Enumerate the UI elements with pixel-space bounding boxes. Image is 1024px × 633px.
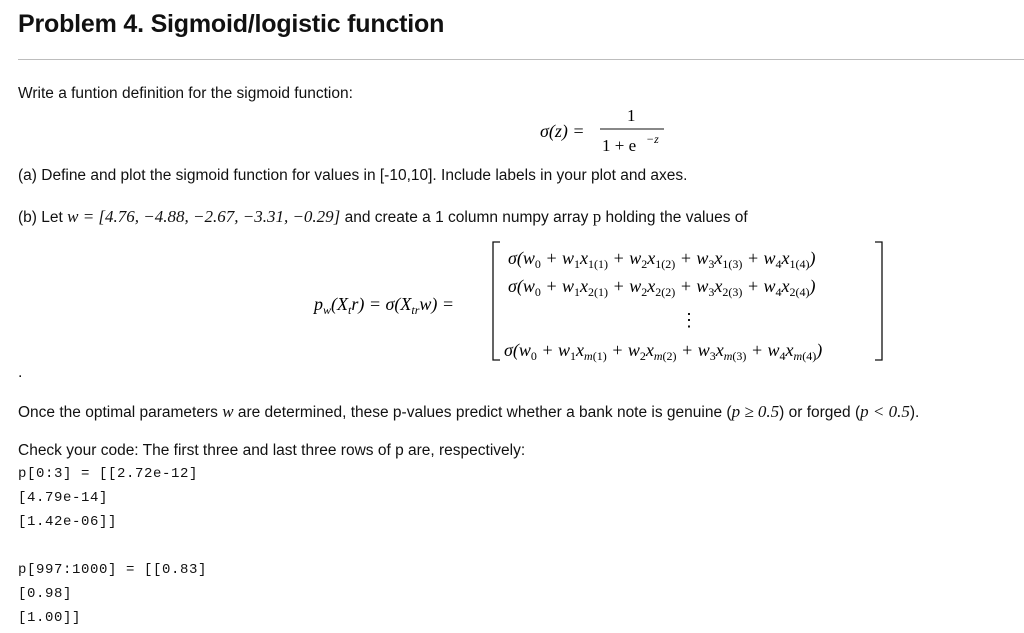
part-b-suffix: holding the values of bbox=[601, 209, 748, 226]
forged-condition: p < 0.5 bbox=[860, 402, 910, 421]
part-b-text bbox=[18, 207, 748, 227]
code-line: [1.42e-06]] bbox=[18, 514, 118, 530]
page-title: Problem 4. Sigmoid/logistic function bbox=[18, 10, 445, 38]
sigmoid-exponent: −z bbox=[646, 132, 659, 146]
matrix-vdots: ⋮ bbox=[680, 310, 698, 330]
matrix-row-1: $\sigma(w_0 + w_1x_{1(1)} + w_2x_{1(2)} + w_3x_{1(3)} + w_4x_{1(4)})$ bbox=[508, 248, 816, 271]
matrix-row-m: $\sigma(w_0 + w_1x_m(1) + w_2x_m(2) + w_3x_m(3) + w_4x_m(4))$ bbox=[504, 340, 823, 363]
code-line: p[0:3] = [[2.72e-12] bbox=[18, 466, 199, 482]
bullet-dot: . bbox=[18, 364, 23, 381]
w-vector: w = [4.76, −4.88, −2.67, −3.31, −0.29] bbox=[67, 207, 341, 226]
determined-text: Once the optimal parameters w are determined, these p-values predict whether a bank note is genuine (p ≥ 0.5) or forged (p < 0.5). bbox=[18, 402, 920, 421]
w-symbol: w bbox=[222, 402, 234, 421]
left-bracket bbox=[493, 242, 500, 360]
code-line: [1.00]] bbox=[18, 610, 82, 626]
check-text: Check your code: The first three and last three rows of p are, respectively: bbox=[18, 442, 526, 459]
sigmoid-lhs: σ(z) = bbox=[540, 121, 585, 141]
code-line: [4.79e-14] bbox=[18, 490, 109, 506]
matrix-lhs bbox=[312, 294, 454, 317]
title-divider bbox=[18, 59, 1024, 60]
part-b-prefix: (b) Let bbox=[18, 209, 68, 226]
sigmoid-formula bbox=[540, 103, 670, 159]
code-line: p[997:1000] = [[0.83] bbox=[18, 562, 208, 578]
genuine-condition: p ≥ 0.5 bbox=[731, 402, 780, 421]
sigmoid-numerator: 1 bbox=[627, 106, 636, 125]
part-a-text: (a) Define and plot the sigmoid function for values in [-10,10]. Include labels in your plot and axes. bbox=[18, 167, 688, 184]
code-line: [0.98] bbox=[18, 586, 73, 602]
p-variable: p bbox=[592, 207, 602, 226]
sigmoid-denominator: 1 + e bbox=[602, 136, 637, 155]
matrix-equation bbox=[0, 238, 1024, 366]
matrix-row-2: $\sigma(w_0 + w_1x_{2(1)} + w_2x_{2(2)} + w_3x_{2(3)} + w_4x_{2(4)})$ bbox=[508, 276, 816, 299]
intro-text: Write a funtion definition for the sigmoid function: bbox=[18, 85, 353, 102]
right-bracket bbox=[875, 242, 882, 360]
part-b-middle: and create a 1 column numpy array bbox=[340, 209, 593, 226]
svg-text:pw(Xtr) = σ(Xtrw) =: $p_w(X_tr) = \sigma(X_{tr}w)$ = bbox=[314, 294, 455, 317]
